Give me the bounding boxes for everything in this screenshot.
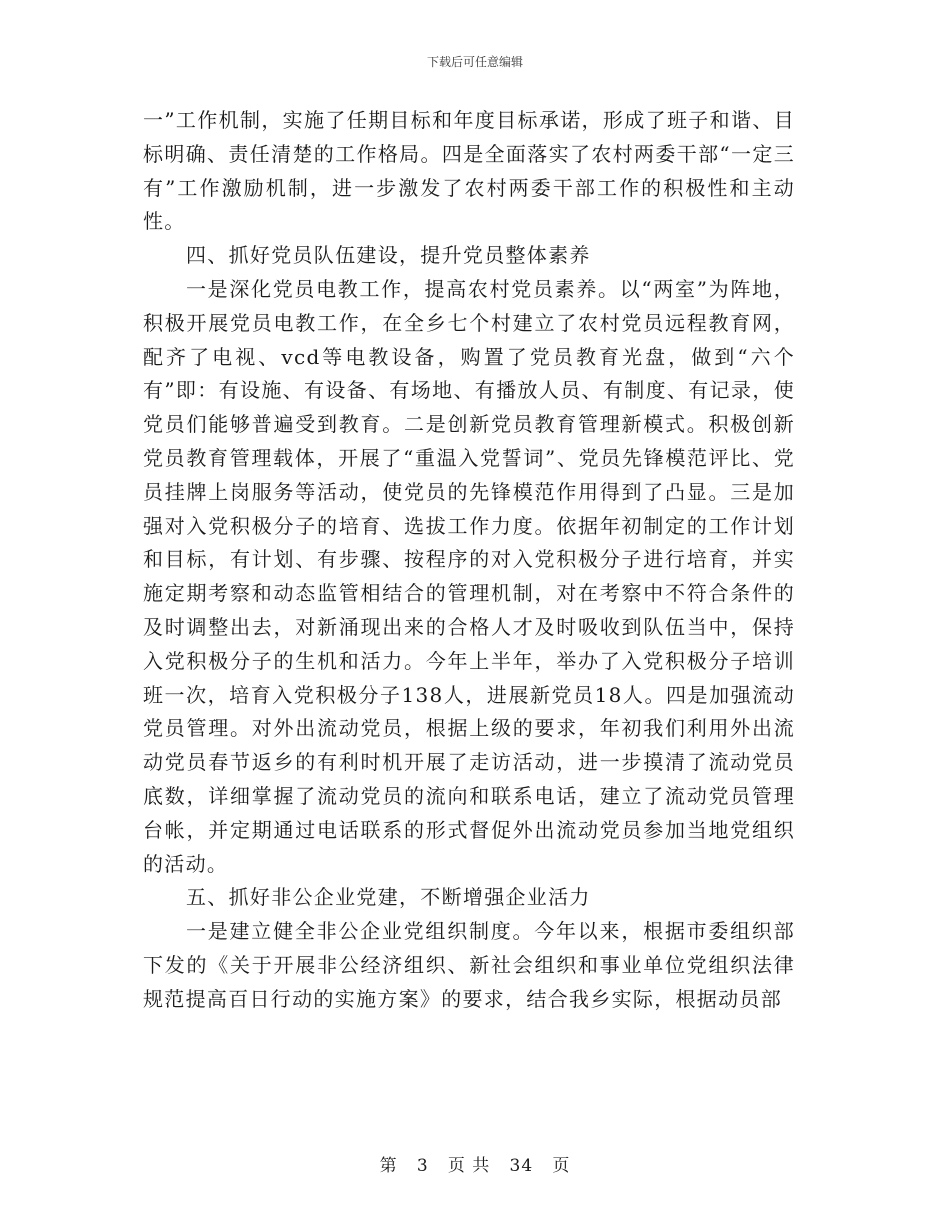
paragraph-2: 一是深化党员电教工作，提高农村党员素养。以“两室”为阵地，积极开展党员电教工作，在全乡七个村建立了农村党员远程教育网，配齐了电视、vcd等电教设备，购置了党员教育光盘，做到“六个有”即：有设施、有设备、有场地、有播放人员、有制度、有记录，使党员们能够普遍受到教育。二是创新党员教育管理新模式。积极创新党员教育管理载体，开展了“重温入党誓词”、党员先锋模范评比、党员挂牌上岗服务等活动，使党员的先锋模范作用得到了凸显。三是加强对入党积极分子的培育、选拔工作力度。依据年初制定的工作计划和目标，有计划、有步骤、按程序的对入党积极分子进行培育，并实施定期考察和动态监管相结合的管理机制，对在考察中不符合条件的及时调整出去，对新涌现出来的合格人才及时吸收到队伍当中，保持入党积极分子的生机和活力。今年上半年，举办了入党积极分子培训班一次，培育入党积极分子138人，进展新党员18人。四是加强流动党员管理。对外出流动党员，根据上级的要求，年初我们利用外出流动党员春节返乡的有利时机开展了走访活动，进一步摸清了流动党员底数，详细掌握了流动党员的流向和联系电话，建立了流动党员管理台帐，并定期通过电话联系的形式督促外出流动党员参加当地党组织的活动。 [143,276,795,876]
paragraph-1: 一”工作机制，实施了任期目标和年度目标承诺，形成了班子和谐、目标明确、责任清楚的工作格局。四是全面落实了农村两委干部“一定三有”工作激励机制，进一步激发了农村两委干部工作的积极性和主动性。 [143,108,795,234]
section-heading-5: 五、抓好非公企业党建，不断增强企业活力 [186,885,591,910]
footer-middle: 页 共 [447,1156,491,1176]
paragraph-3: 一是建立健全非公企业党组织制度。今年以来，根据市委组织部下发的《关于开展非公经济组织、新社会组织和事业单位党组织法律规范提高百日行动的实施方案》的要求，结合我乡实际，根据动员部 [143,919,795,1011]
section-heading-4: 四、抓好党员队伍建设，提升党员整体素养 [186,243,591,268]
page-header: 下载后可任意编辑 [426,55,523,69]
footer-prefix: 第 [379,1156,398,1176]
total-pages: 34 [509,1156,534,1176]
page-number: 3 [416,1156,429,1176]
footer-suffix: 页 [552,1156,571,1176]
document-body [143,104,795,1017]
page-footer [0,1155,950,1177]
